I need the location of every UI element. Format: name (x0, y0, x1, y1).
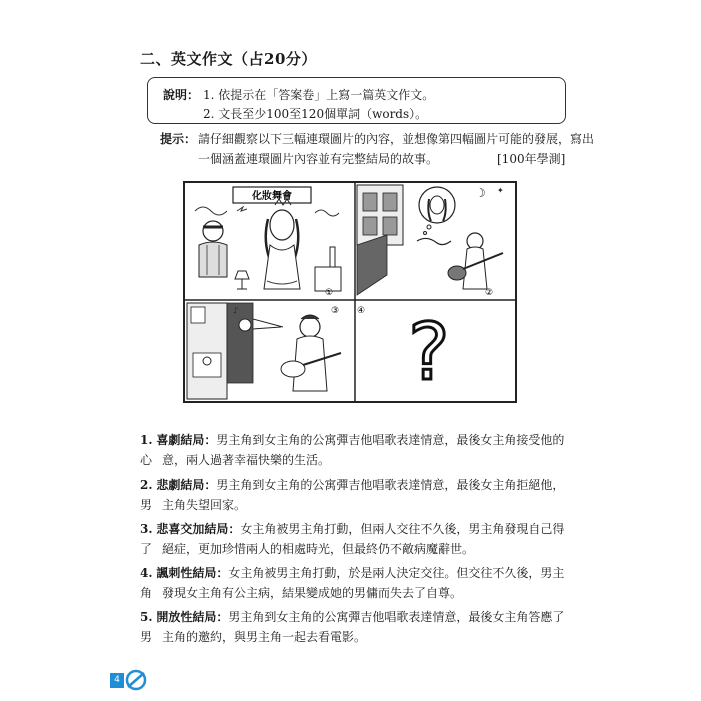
option-4-number: 4. (140, 566, 153, 580)
instructions-box (147, 77, 566, 124)
question-mark-icon: ? (408, 308, 450, 398)
hint-line-2: 一個涵蓋連環圖片內容並有完整結局的故事。 (198, 152, 439, 166)
option-4-heading: 諷刺性結局： (156, 566, 229, 580)
option-5-line-2: 主角的邀約，與男主角一起去看電影。 (162, 630, 367, 644)
option-1-heading: 喜劇結局： (156, 433, 217, 447)
svg-text:☽: ☽ (475, 186, 486, 200)
panel-1 (195, 187, 341, 298)
option-1-number: 1. (140, 433, 153, 447)
option-2-line-2: 主角失望回家。 (162, 498, 247, 512)
svg-text:✦: ✦ (497, 186, 504, 195)
option-2-number: 2. (140, 478, 153, 492)
panel-3-number: ③ (331, 306, 340, 316)
comic-illustration (185, 183, 515, 401)
panel-4 (357, 306, 450, 398)
panel-2 (357, 185, 504, 298)
option-2-heading: 悲劇結局： (156, 478, 217, 492)
option-2-line-1: 男主角到女主角的公寓彈吉他唱歌表達情意，最後女主角拒絕他，男 (140, 478, 565, 512)
option-4-line-1: 女主角被男主角打動，於是兩人決定交往。但交往不久後，男主角 (140, 566, 565, 600)
page-number: 4 (110, 673, 124, 688)
option-1-line-1: 男主角到女主角的公寓彈吉他唱歌表達情意，最後女主角接受他的心 (140, 433, 565, 467)
option-5-heading: 開放性結局： (156, 610, 229, 624)
comic-strip (183, 181, 517, 403)
instructions-label: 說明： (163, 88, 200, 102)
option-3-line-2: 絕症，更加珍惜兩人的相處時光，但最終仍不敵病魔辭世。 (162, 542, 475, 556)
panel-4-number: ④ (357, 306, 366, 316)
panel-2-number: ② (485, 288, 494, 298)
panel-3 (187, 303, 341, 399)
option-1-line-2: 意，兩人過著幸福快樂的生活。 (162, 453, 331, 467)
option-5-number: 5. (140, 610, 153, 624)
option-3-number: 3. (140, 522, 153, 536)
instructions-line-2: 2. 文長至少100至120個單詞（words）。 (203, 107, 428, 121)
option-3-heading: 悲喜交加結局： (156, 522, 241, 536)
page-decoration-icon (124, 669, 148, 691)
option-5-line-1: 男主角到女主角的公寓彈吉他唱歌表達情意，最後女主角答應了男 (140, 610, 565, 644)
instructions-line-1: 1. 依提示在「答案卷」上寫一篇英文作文。 (203, 88, 435, 102)
masquerade-sign: 化妝舞會 (252, 191, 292, 202)
hint-line-1: 請仔細觀察以下三幅連環圖片的內容，並想像第四幅圖片可能的發展，寫出 (198, 132, 595, 146)
hint-year: [100年學測] (497, 152, 566, 166)
panel-1-number: ① (325, 288, 334, 298)
option-4-line-2: 發現女主角有公主病，結果變成她的男傭而失去了自尊。 (162, 586, 463, 600)
svg-text:♪: ♪ (233, 306, 239, 315)
option-3-line-1: 女主角被男主角打動，但兩人交往不久後，男主角發現自己得了 (140, 522, 565, 556)
hint-label: 提示： (160, 132, 197, 146)
section-title: 二、英文作文（占20分） (140, 50, 317, 68)
